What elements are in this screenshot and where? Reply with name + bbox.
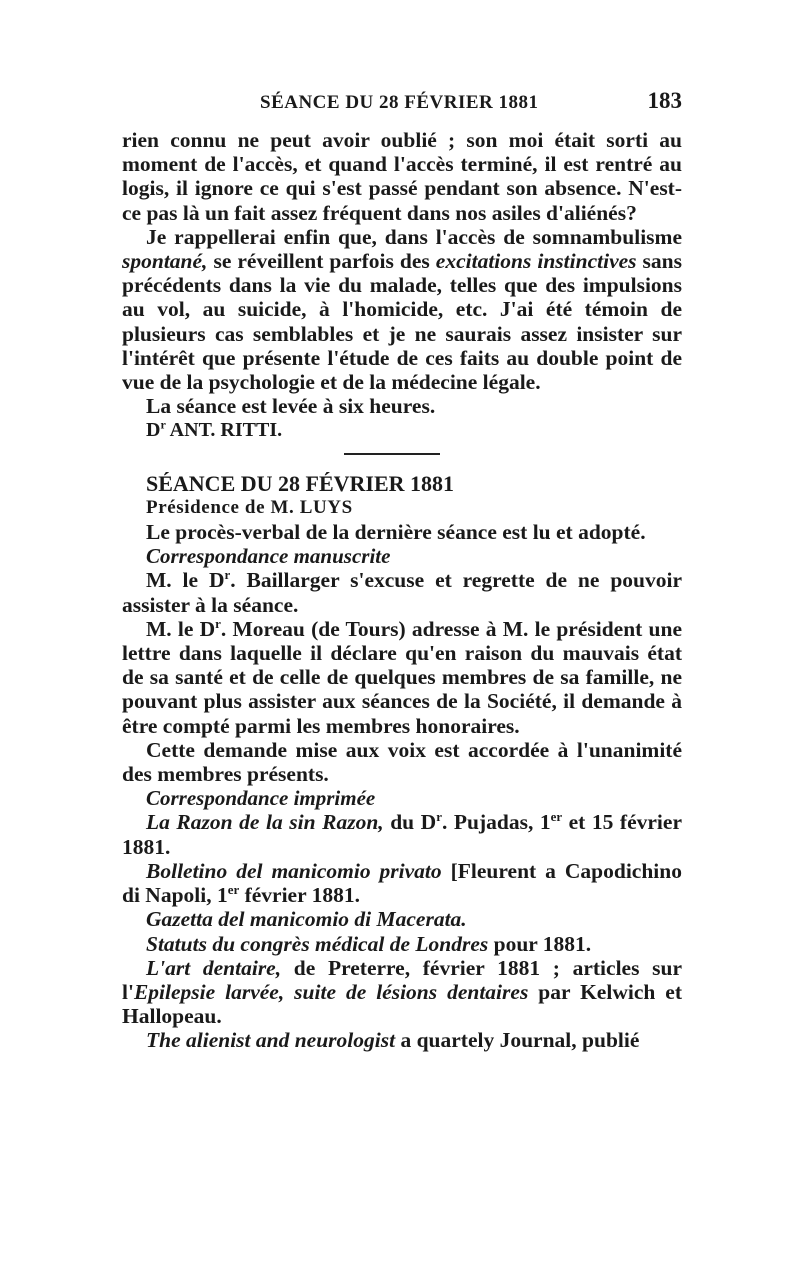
printed-item <box>122 859 682 907</box>
paragraph-somnambulism <box>122 225 682 394</box>
subheading-manuscript: Correspondance manuscrite <box>146 544 391 569</box>
text-run: . Moreau (de Tours) adresse à M. le président une lettre dans laquelle il déclare qu'en raison du mauvais état de sa santé et de celle de quelques membres de sa famille, ne pouvant plus assister aux séances de la Société, il demande à être compté parmi les membres honoraires. <box>122 616 682 738</box>
section-divider <box>344 453 440 455</box>
subheading-printed: Correspondance imprimée <box>146 786 376 811</box>
paragraph-continuation: rien connu ne peut avoir oublié ; son moi était sorti au moment de l'accès, et quand l'accès terminé, il est rentré au logis, il ignore ce qui s'est passé pendant son absence. N'est-ce pas là un fait assez fréquent dans nos asiles d'aliénés? <box>122 128 682 225</box>
page-header <box>122 88 682 120</box>
presidency-line: Présidence de M. LUYS <box>146 496 353 518</box>
minutes-paragraph: Le procès-verbal de la dernière séance est lu et adopté. <box>146 520 646 545</box>
italic-text: Bolletino del manicomio privato <box>146 858 442 883</box>
printed-item <box>122 1028 682 1052</box>
text-run: sans précédents dans la vie du malade, telles que des impulsions au vol, au suicide, à l'homicide, etc. J'ai été témoin de plusieurs cas semblables et je ne saurais assez insister sur l'intérêt que présente l'étude de ces faits au double point de vue de la psychologie et de la médecine légale. <box>122 249 682 395</box>
signature <box>122 418 682 442</box>
text-run: Je rappellerai enfin que, dans l'accès de somnambulisme <box>146 224 682 249</box>
superscript: er <box>550 810 563 825</box>
italic-text: Epilepsie larvée, suite de lésions dentaires <box>133 979 529 1004</box>
italic-text: Gazetta del manicomio di Macerata. <box>146 907 467 932</box>
paragraph-closing: La séance est levée à six heures. <box>146 394 436 419</box>
italic-text: La Razon de la sin Razon, <box>146 810 384 835</box>
printed-item <box>122 810 682 858</box>
superscript: r <box>224 568 231 583</box>
italic-text: L'art dentaire, <box>146 955 282 980</box>
text-run: [Fleurent a Capodichino di Napoli, 1 <box>122 858 682 908</box>
text-run: a quartely Journal, publié <box>395 1028 640 1053</box>
text-run: M. le D <box>146 568 225 593</box>
page-text <box>122 128 682 1053</box>
paragraph-baillarger <box>122 568 682 616</box>
text-run: M. le D <box>146 616 216 641</box>
text-run: du D <box>383 810 437 835</box>
superscript: r <box>436 810 442 825</box>
paragraph-moreau <box>122 617 682 738</box>
running-head: SÉANCE DU 28 FÉVRIER 1881 <box>260 92 539 113</box>
printed-item <box>122 907 682 931</box>
text-run: pour 1881. <box>488 931 592 956</box>
text-run: . Pujadas, 1 <box>441 810 551 835</box>
session-title: SÉANCE DU 28 FÉVRIER 1881 <box>146 470 455 496</box>
paragraph-vote: Cette demande mise aux voix est accordée à l'unanimité des membres présents. <box>122 737 682 787</box>
superscript: er <box>227 882 240 897</box>
signature-superscript: r <box>160 417 166 432</box>
text-run: de Preterre, février 1881 ; articles sur l' <box>122 955 682 1004</box>
italic-text: spontané, <box>122 249 208 274</box>
text-run: février 1881. <box>239 883 360 908</box>
text-run: se réveillent parfois des <box>207 249 436 274</box>
italic-text: Statuts du congrès médical de Londres <box>146 931 489 956</box>
text-run: . Baillarger s'excuse et regrette de ne pouvoir assister à la séance. <box>122 568 683 617</box>
superscript: r <box>215 616 221 631</box>
italic-text: excitations instinctives <box>435 249 637 274</box>
printed-item <box>122 932 682 956</box>
text-run: et 15 février 1881. <box>122 810 682 859</box>
signature-name: ANT. RITTI. <box>165 419 283 442</box>
italic-text: The alienist and neurologist <box>146 1028 396 1053</box>
text-run: par Kelwich et Hallopeau. <box>122 979 682 1029</box>
page-number: 183 <box>647 88 682 113</box>
printed-item <box>122 956 682 1029</box>
signature-title: D <box>146 419 161 442</box>
